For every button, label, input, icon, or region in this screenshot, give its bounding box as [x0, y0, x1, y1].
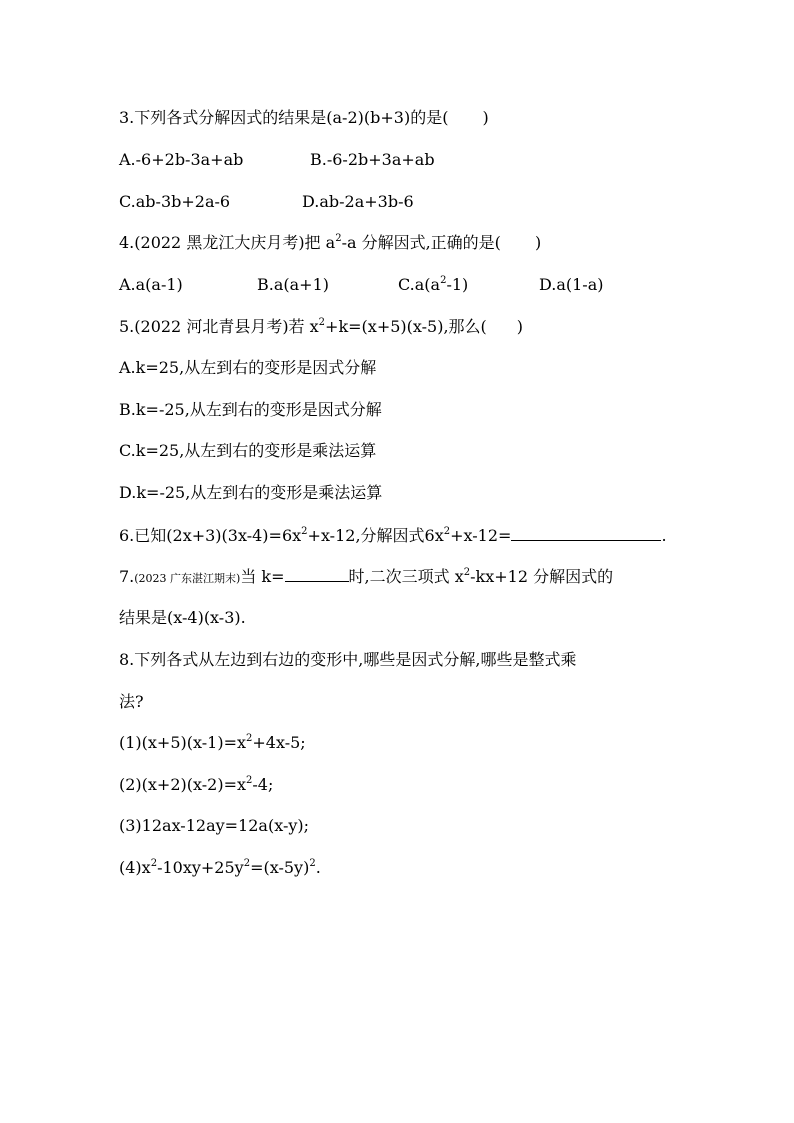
q4-option-c: $C.a(a^2-1)$ [398, 274, 469, 294]
q3-option-b: B.-6-2b+3a+ab [310, 150, 435, 169]
question-8-line2: 法? [119, 692, 144, 711]
question-6: 6.已知$(2x+3)(3x-4)=6x^2+x-12$,分解因式$6x^2+x-12=$ . [119, 525, 667, 545]
q7-source: (2023 广东湛江期末) [134, 572, 241, 585]
q7-answer-blank[interactable] [285, 566, 349, 582]
q6-answer-blank[interactable] [511, 525, 661, 541]
q8-item-4: $(4)x^2-10xy+25y^2=(x-5y)^2$. [119, 857, 321, 877]
question-3-stem [119, 108, 489, 128]
question-4-stem: 4.(2022 黑龙江大庆月考)把 $a^2-a$ 分解因式,正确的是( ) [119, 232, 542, 252]
q4-option-b: B.a(a+1) [257, 275, 329, 294]
q4-option-a: A.a(a-1) [119, 275, 183, 294]
q3-option-d: D.ab-2a+3b-6 [302, 192, 414, 211]
q5-option-a: A.k=25,从左到右的变形是因式分解 [119, 358, 377, 377]
q4-option-d: D.a(1-a) [539, 275, 604, 294]
question-3-text: 3.下列各式分解因式的结果是(a-2)(b+3)的是( [119, 108, 449, 127]
question-7: 7.(2023 广东湛江期末)当 k= 时,二次三项式 $x^2-kx+12$ 分解因式的 [119, 566, 614, 586]
q3-option-a: A.-6+2b-3a+ab [119, 150, 244, 169]
q5-option-c: C.k=25,从左到右的变形是乘法运算 [119, 441, 377, 460]
question-8-line1: 8.下列各式从左边到右边的变形中,哪些是因式分解,哪些是整式乘 [119, 650, 577, 669]
q8-item-1: $(1)(x+5)(x-1)=x^2+4x-5$; [119, 732, 306, 752]
q3-option-c: C.ab-3b+2a-6 [119, 192, 231, 211]
question-3-close: ) [482, 108, 489, 127]
q5-option-d: D.k=-25,从左到右的变形是乘法运算 [119, 483, 383, 502]
q8-item-3: (3)12ax-12ay=12a(x-y); [119, 816, 310, 835]
question-7-line2: 结果是(x-4)(x-3). [119, 608, 246, 627]
q5-option-b: B.k=-25,从左到右的变形是因式分解 [119, 400, 382, 419]
question-5-stem: 5.(2022 河北青县月考)若 $x^2+k=(x+5)(x-5)$,那么( ) [119, 316, 524, 336]
q8-item-2: $(2)(x+2)(x-2)=x^2-4$; [119, 774, 274, 794]
